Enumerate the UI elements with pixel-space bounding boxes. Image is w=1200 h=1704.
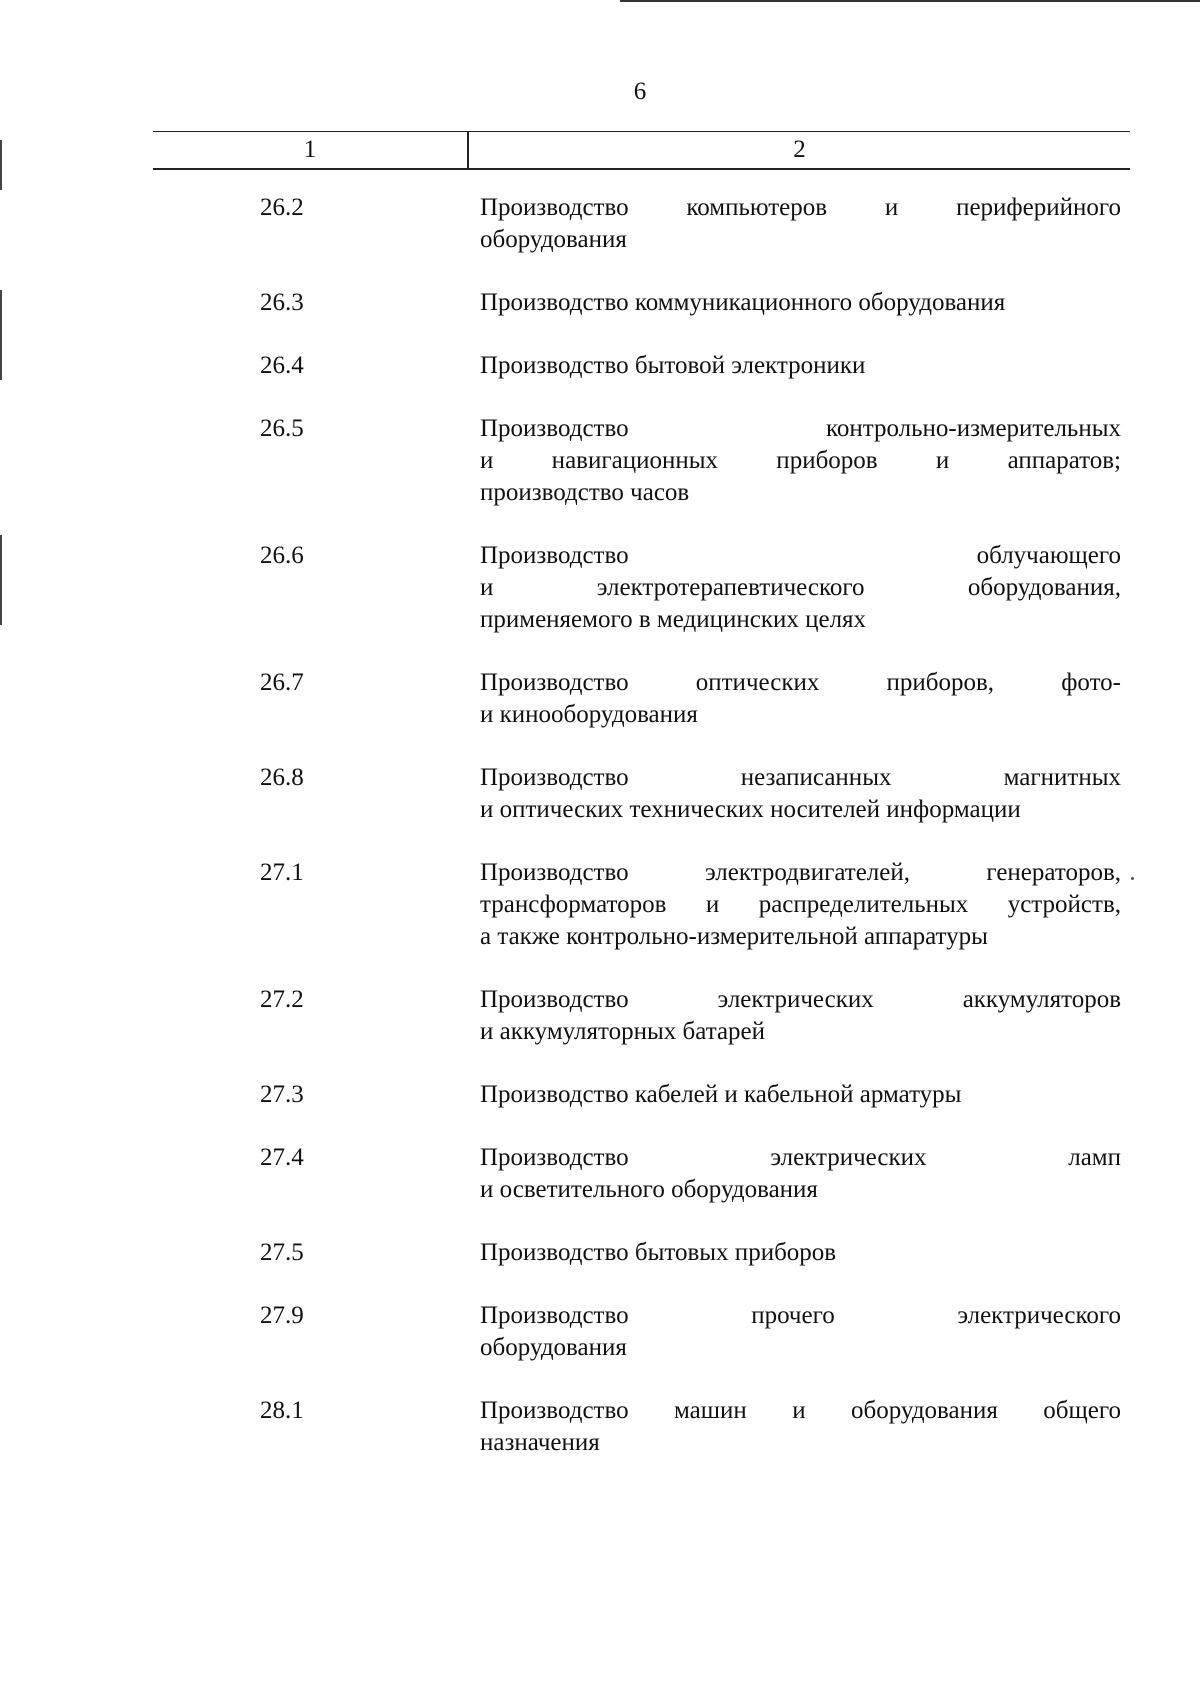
row-code: 26.8	[260, 764, 304, 791]
description-line: оборудования	[480, 226, 627, 253]
row-code: 27.1	[260, 859, 304, 886]
row-description	[480, 1300, 1121, 1364]
table-body	[0, 192, 1200, 1490]
description-line: производство часов	[480, 479, 690, 506]
description-line: и кинооборудования	[480, 701, 698, 728]
table-row	[0, 1395, 1200, 1459]
description-line: Производство машин и оборудования общего	[480, 1397, 1121, 1424]
description-line: и навигационных приборов и аппаратов;	[480, 447, 1121, 474]
header-column-2: 2	[793, 136, 806, 163]
description-line: оборудования	[480, 1334, 627, 1361]
row-description	[480, 1237, 1121, 1269]
description-line: и оптических технических носителей информации	[480, 796, 1021, 823]
table-row	[0, 667, 1200, 731]
table-row	[0, 540, 1200, 636]
row-code: 27.5	[260, 1239, 304, 1266]
row-description	[480, 350, 1121, 382]
row-description	[480, 1395, 1121, 1459]
table-row	[0, 984, 1200, 1048]
description-line: Производство прочего электрического	[480, 1302, 1121, 1329]
description-line: Производство облучающего	[480, 542, 1121, 569]
row-description	[480, 192, 1121, 256]
row-code: 26.7	[260, 669, 304, 696]
row-description	[480, 540, 1121, 636]
row-description	[480, 413, 1121, 509]
description-line: и аккумуляторных батарей	[480, 1018, 766, 1045]
description-line: Производство компьютеров и периферийного	[480, 194, 1121, 221]
table-row	[0, 287, 1200, 319]
description-line: Производство кабелей и кабельной арматуры	[480, 1081, 962, 1108]
table-row	[0, 1237, 1200, 1269]
description-line: Производство электродвигателей, генераторов,	[480, 859, 1121, 886]
row-code: 27.4	[260, 1144, 304, 1171]
scan-speck	[1131, 877, 1134, 880]
table-row	[0, 857, 1200, 953]
table-header	[153, 131, 1130, 170]
table-row	[0, 1300, 1200, 1364]
scan-edge-mark	[0, 140, 2, 190]
header-column-1: 1	[153, 132, 469, 168]
description-line: Производство коммуникационного оборудования	[480, 289, 1006, 316]
table-row	[0, 192, 1200, 256]
description-line: Производство бытовой электроники	[480, 352, 866, 379]
description-line: и электротерапевтического оборудования,	[480, 574, 1121, 601]
row-code: 27.9	[260, 1302, 304, 1329]
scan-top-edge	[620, 0, 1200, 2]
row-description	[480, 667, 1121, 731]
description-line: Производство незаписанных магнитных	[480, 764, 1121, 791]
row-description	[480, 1079, 1121, 1111]
description-line: назначения	[480, 1429, 600, 1456]
description-line: применяемого в медицинских целях	[480, 606, 867, 633]
table-row	[0, 413, 1200, 509]
row-code: 26.6	[260, 542, 304, 569]
row-description	[480, 287, 1121, 319]
row-code: 27.3	[260, 1081, 304, 1108]
row-code: 26.2	[260, 194, 304, 221]
table-row	[0, 350, 1200, 382]
description-line: а также контрольно-измерительной аппаратуры	[480, 923, 988, 950]
description-line: и осветительного оборудования	[480, 1176, 818, 1203]
row-description	[480, 984, 1121, 1048]
row-code: 26.5	[260, 415, 304, 442]
description-line: Производство контрольно-измерительных	[480, 415, 1121, 442]
row-description	[480, 1142, 1121, 1206]
row-code: 27.2	[260, 986, 304, 1013]
row-code: 28.1	[260, 1397, 304, 1424]
description-line: Производство электрических аккумуляторов	[480, 986, 1121, 1013]
description-line: Производство электрических ламп	[480, 1144, 1121, 1171]
row-description	[480, 857, 1121, 953]
row-code: 26.4	[260, 352, 304, 379]
page-number: 6	[633, 78, 647, 105]
table-row	[0, 1142, 1200, 1206]
table-row	[0, 1079, 1200, 1111]
description-line: Производство бытовых приборов	[480, 1239, 837, 1266]
row-description	[480, 762, 1121, 826]
row-code: 26.3	[260, 289, 304, 316]
table-row	[0, 762, 1200, 826]
description-line: трансформаторов и распределительных устройств,	[480, 891, 1121, 918]
description-line: Производство оптических приборов, фото-	[480, 669, 1121, 696]
